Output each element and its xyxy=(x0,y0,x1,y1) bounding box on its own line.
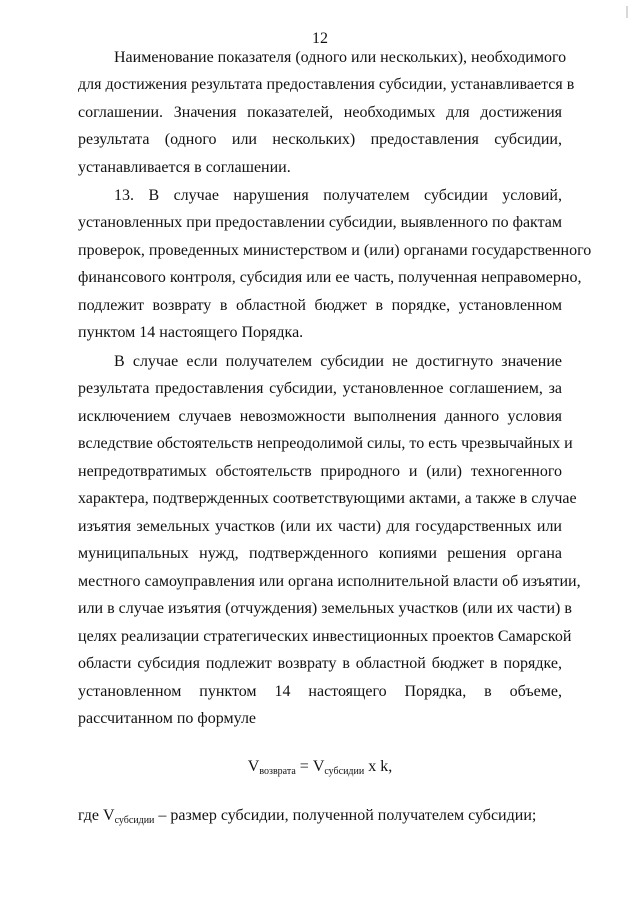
text-line: изъятия земельных участков (или их части) для государственных или xyxy=(78,518,562,535)
text-line: результата (одного или нескольких) предоставления субсидии, xyxy=(78,131,562,148)
text-line: пунктом 14 настоящего Порядка. xyxy=(78,324,304,341)
formula xyxy=(0,757,640,777)
text-line: соглашении. Значения показателей, необходимых для достижения xyxy=(78,104,562,121)
text-line: характера, подтвержденных соответствующими актами, а также в случае xyxy=(78,490,577,507)
formula-sub-return: возврата xyxy=(259,766,296,777)
text-line: или в случае изъятия (отчуждения) земельных участков (или их части) в xyxy=(78,600,572,617)
text-line: местного самоуправления или органа исполнительной власти об изъятии, xyxy=(78,573,581,590)
definition-sub: субсидии xyxy=(114,815,155,826)
page-number: 12 xyxy=(312,30,328,47)
text-line: Наименование показателя (одного или нескольких), необходимого xyxy=(114,49,567,66)
text-line: устанавливается в соглашении. xyxy=(78,159,291,176)
text-line: проверок, проведенных министерством и (или) органами государственного xyxy=(78,242,592,259)
text-line: для достижения результата предоставления субсидии, устанавливается в xyxy=(78,76,575,93)
text-line: результата предоставления субсидии, установленное соглашением, за xyxy=(78,380,562,397)
text-line: целях реализации стратегических инвестиционных проектов Самарской xyxy=(78,628,572,645)
definition-rest: – размер субсидии, полученной получателем субсидии; xyxy=(154,807,537,824)
text-line: финансового контроля, субсидия или ее часть, полученная неправомерно, xyxy=(78,269,582,286)
text-line: 13. В случае нарушения получателем субсидии условий, xyxy=(114,187,562,204)
formula-sub-subsidy: субсидии xyxy=(324,766,365,777)
text-line: исключением случаев невозможности выполнения данного условия xyxy=(78,408,562,425)
text-line: установленных при предоставлении субсидии, выявленного по фактам xyxy=(78,214,563,231)
text-line: В случае если получателем субсидии не достигнуто значение xyxy=(114,353,562,370)
scan-artifact xyxy=(626,6,628,18)
text-line: области субсидия подлежит возврату в областной бюджет в порядке, xyxy=(78,655,562,672)
text-line: вследствие обстоятельств непреодолимой силы, то есть чрезвычайных и xyxy=(78,435,573,452)
text-line: установленном пунктом 14 настоящего Порядка, в объеме, xyxy=(78,683,562,700)
text-line: рассчитанном по формуле xyxy=(78,710,257,727)
formula-var-v-subsidy: V xyxy=(312,758,325,775)
text-line: муниципальных нужд, подтвержденного копиями решения органа xyxy=(78,545,562,562)
formula-var-v-return: V xyxy=(247,758,260,775)
formula-equals: = xyxy=(295,758,313,775)
definition-line xyxy=(78,806,562,826)
text-line: непредотвратимых обстоятельств природного и (или) техногенного xyxy=(78,463,562,480)
formula-tail: x k, xyxy=(364,758,393,775)
definition-prefix: где V xyxy=(78,807,115,824)
text-line: подлежит возврату в областной бюджет в порядке, установленном xyxy=(78,297,562,314)
